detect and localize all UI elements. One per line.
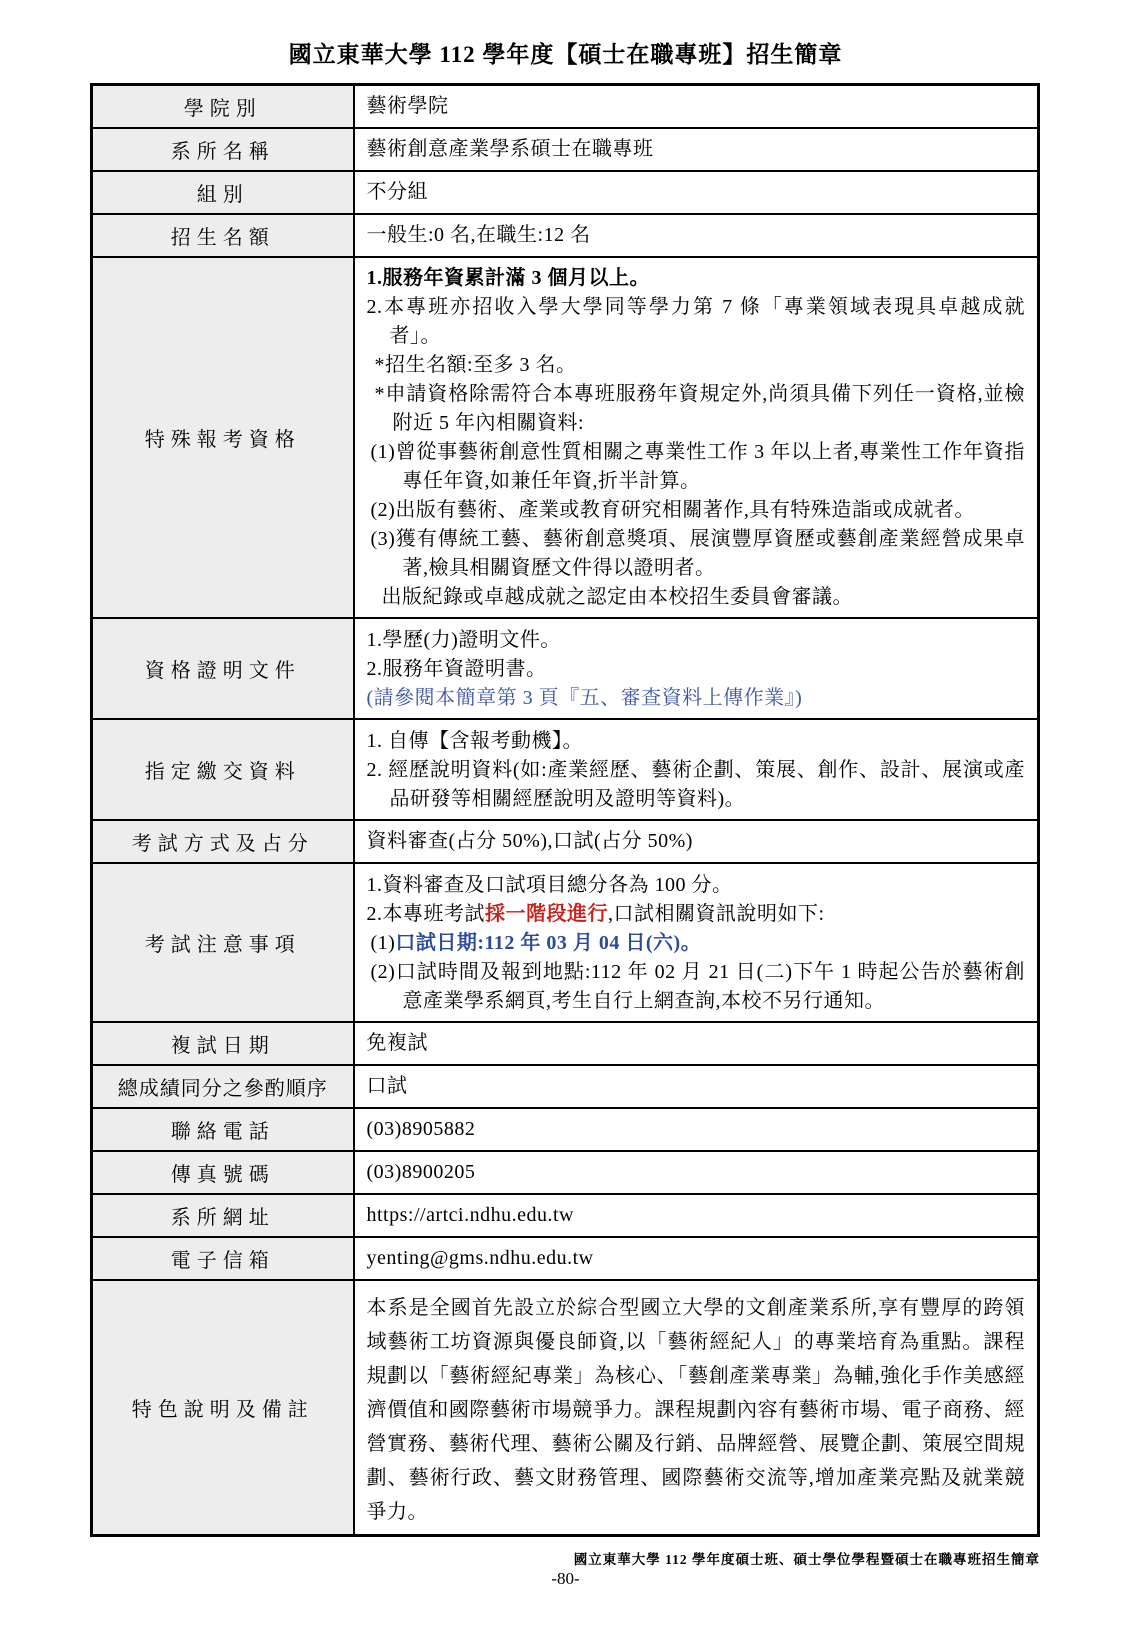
special-qual-line-6: (2)出版有藝術、產業或教育研究相關著作,具有特殊造詣或成就者。 — [370, 498, 975, 521]
table-row — [92, 85, 1039, 128]
table-row — [92, 171, 1039, 214]
row-label-features: 特色說明及備註 — [92, 1280, 354, 1536]
features-paragraph: 本系是全國首先設立於綜合型國立大學的文創產業系所,享有豐厚的跨領域藝術工坊資源與優良師資,以「藝術經紀人」的專業培育為重點。課程規劃以「藝術經紀專業」為核心、「藝創產業專業」為輔,強化手作美感經濟價值和國際藝術市場競爭力。課程規劃內容有藝術市場、電子商務、經營實務、藝術代理、藝術公關及行銷、品牌經營、展覽企劃、策展空間規劃、藝術行政、藝文財務管理、國際藝術交流等,增加產業亮點及就業競爭力。 — [366, 1296, 1025, 1523]
qual-doc-reference-link: (請參閱本簡章第 3 頁『五、審查資料上傳作業』) — [366, 686, 803, 709]
row-value-department: 藝術創意產業學系碩士在職專班 — [354, 128, 1039, 171]
table-row — [92, 257, 1039, 618]
row-label-website: 系所網址 — [92, 1194, 354, 1237]
row-label-exam-notes: 考試注意事項 — [92, 863, 354, 1022]
row-value-second-exam-date: 免複試 — [354, 1022, 1039, 1065]
row-value-college: 藝術學院 — [354, 85, 1039, 128]
exam-notes-one-stage-highlight: 採一階段進行 — [485, 902, 608, 925]
row-value-tiebreaker-order: 口試 — [354, 1065, 1039, 1108]
row-value-qualification-documents — [354, 618, 1039, 719]
table-row — [92, 1022, 1039, 1065]
row-value-exam-method: 資料審查(占分 50%),口試(占分 50%) — [354, 820, 1039, 863]
exam-notes-line-1: 1.資料審查及口試項目總分各為 100 分。 — [366, 873, 733, 896]
row-label-required-documents: 指定繳交資料 — [92, 719, 354, 820]
row-label-email: 電子信箱 — [92, 1237, 354, 1280]
row-label-contact-phone: 聯絡電話 — [92, 1108, 354, 1151]
document-page — [0, 36, 1131, 1588]
special-qual-line-7: (3)獲有傳統工藝、藝術創意獎項、展演豐厚資歷或藝創產業經營成果卓著,檢具相關資歷文件得以證明者。 — [370, 527, 1025, 579]
row-value-features — [354, 1280, 1039, 1536]
row-label-quota: 招生名額 — [92, 214, 354, 257]
exam-notes-line-2-prefix: 2.本專班考試 — [366, 902, 485, 925]
table-row — [92, 214, 1039, 257]
row-value-group: 不分組 — [354, 171, 1039, 214]
row-value-website-url: https://artci.ndhu.edu.tw — [354, 1194, 1039, 1237]
special-qual-line-1: 1.服務年資累計滿 3 個月以上。 — [366, 266, 650, 289]
page-title: 國立東華大學 112 學年度【碩士在職專班】招生簡章 — [288, 42, 843, 67]
special-qual-line-3: *招生名額:至多 3 名。 — [374, 353, 577, 376]
table-row — [92, 1280, 1039, 1536]
footer-caption: 國立東華大學 112 學年度碩士班、碩士學位學程暨碩士在職專班招生簡章 — [573, 1552, 1040, 1567]
required-doc-line-1: 1. 自傳【含報考動機】。 — [366, 729, 583, 752]
row-label-fax-number: 傳真號碼 — [92, 1151, 354, 1194]
table-row — [92, 863, 1039, 1022]
table-row — [92, 1108, 1039, 1151]
row-value-required-documents — [354, 719, 1039, 820]
special-qual-line-8: 出版紀錄或卓越成就之認定由本校招生委員會審議。 — [381, 585, 853, 608]
qual-doc-line-2: 2.服務年資證明書。 — [366, 657, 547, 680]
special-qual-line-5: (1)曾從事藝術創意性質相關之專業性工作 3 年以上者,專業性工作年資指專任年資,如兼任年資,折半計算。 — [370, 440, 1025, 492]
qual-doc-line-1: 1.學歷(力)證明文件。 — [366, 628, 561, 651]
row-value-quota: 一般生:0 名,在職生:12 名 — [354, 214, 1039, 257]
row-label-special-qualification: 特殊報考資格 — [92, 257, 354, 618]
special-qual-line-2: 2.本專班亦招收入學大學同等學力第 7 條「專業領域表現具卓越成就者」。 — [366, 295, 1025, 347]
oral-exam-date-highlight: 口試日期:112 年 03 月 04 日(六)。 — [395, 931, 702, 954]
row-label-group: 組別 — [92, 171, 354, 214]
table-row — [92, 618, 1039, 719]
required-doc-line-2: 2. 經歷說明資料(如:產業經歷、藝術企劃、策展、創作、設計、展演或產品研發等相關經歷說明及證明等資料)。 — [366, 758, 1025, 810]
row-label-tiebreaker-order: 總成績同分之參酌順序 — [92, 1065, 354, 1108]
exam-notes-line-3-marker: (1) — [370, 931, 396, 954]
exam-notes-line-3 — [371, 929, 1026, 958]
row-label-exam-method: 考試方式及占分 — [92, 820, 354, 863]
row-value-exam-notes — [354, 863, 1039, 1022]
row-value-fax-number: (03)8900205 — [354, 1151, 1039, 1194]
row-value-contact-phone: (03)8905882 — [354, 1108, 1039, 1151]
row-value-email-address: yenting@gms.ndhu.edu.tw — [354, 1237, 1039, 1280]
table-row — [92, 1194, 1039, 1237]
table-row — [92, 1151, 1039, 1194]
special-qual-line-4: *申請資格除需符合本專班服務年資規定外,尚須具備下列任一資格,並檢附近 5 年內相關資料: — [374, 382, 1025, 434]
table-row — [92, 719, 1039, 820]
admissions-table — [90, 83, 1040, 1537]
row-label-college: 學院別 — [92, 85, 354, 128]
exam-notes-line-2-suffix: ,口試相關資訊說明如下: — [608, 902, 825, 925]
table-row — [92, 1237, 1039, 1280]
table-row — [92, 1065, 1039, 1108]
exam-notes-line-4: (2)口試時間及報到地點:112 年 02 月 21 日(二)下午 1 時起公告於藝術創意產業學系網頁,考生自行上網查詢,本校不另行通知。 — [370, 960, 1025, 1012]
row-label-qualification-documents: 資格證明文件 — [92, 618, 354, 719]
row-label-second-exam-date: 複試日期 — [92, 1022, 354, 1065]
exam-notes-line-2 — [367, 900, 1026, 929]
table-row — [92, 820, 1039, 863]
row-value-special-qualification — [354, 257, 1039, 618]
row-label-department: 系所名稱 — [92, 128, 354, 171]
page-number: -80- — [551, 1569, 580, 1588]
table-row — [92, 128, 1039, 171]
